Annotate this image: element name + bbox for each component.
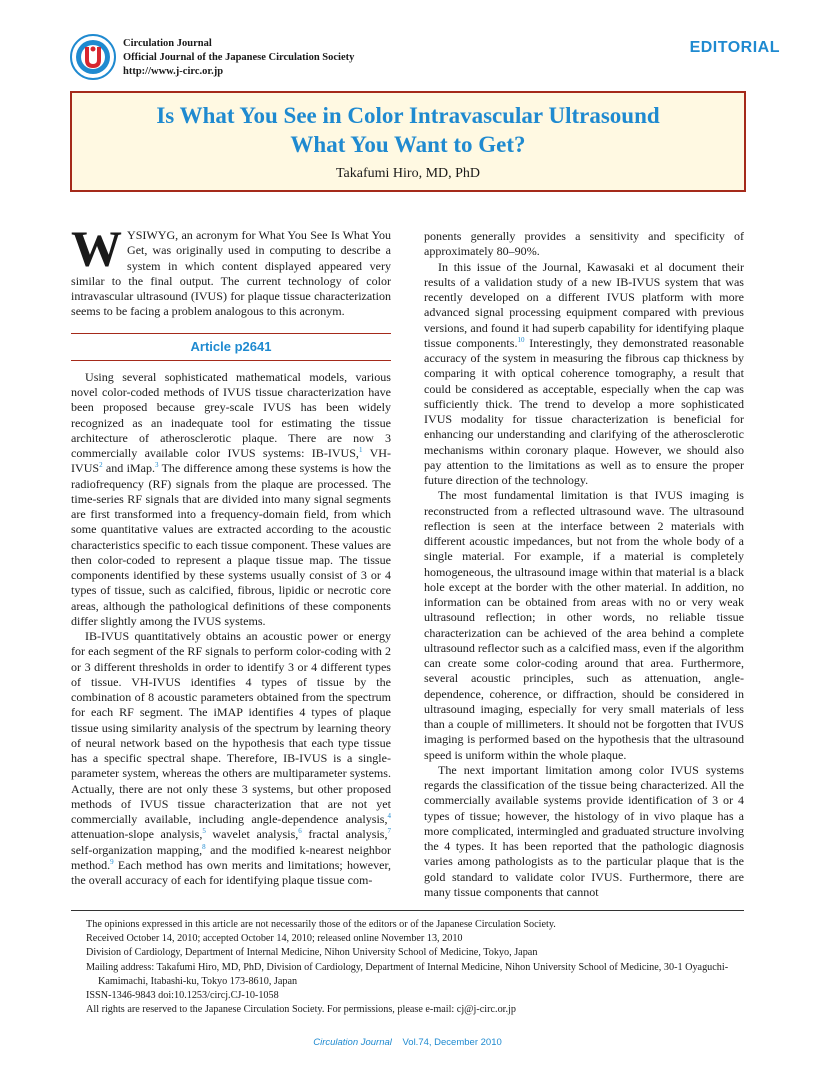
journal-identity [123,37,354,79]
text-run: VH-IVUS [71,446,391,476]
body-paragraph: The next important limitation among color IVUS systems regards the classification of the tissue being characterized. All the commercially available systems provide identification of 3 or 4 types of tissue; however, the histology of in vivo plaque has a more complicated, intermingled and graduated structure involving the 4 types. It has been reported that the pathologic diagnosis varies among pathologists as to the particular plaque that is the gold standard to validate color IVUS. Furthermore, there are many tissue components that cannot [424,762,744,899]
reference-link[interactable]: 2 [99,461,103,470]
body-paragraph: ponents generally provides a sensitivity and specificity of approximately 80–90%. [424,229,744,259]
right-column [424,229,744,900]
body-paragraph [71,629,391,888]
footer-volume: Vol.74, December 2010 [402,1037,502,1048]
drop-cap: W [71,222,122,278]
title-box [70,91,746,192]
footer-journal-name: Circulation Journal [313,1037,392,1048]
journal-url[interactable]: http://www.j-circ.or.jp [123,66,224,77]
reference-link[interactable]: 6 [298,827,302,836]
article-title [72,101,744,159]
text-run: The difference among these systems is how the radiofrequency (RF) signals from the plaque are processed. The time-series RF signals that are divided into many signal segments are first transformed into a frequency-domain field, from which some quantitative values are extracted according to the acoustic characteristics specific to each tissue component. These values are then color-coded to represent a plaque tissue map. The tissue components identified by these systems usually consist of 3 or 4 types of tissue, such as calcified, fibrous, lipidic or necrotic core areas, although the pathological definitions of these components differ slightly among the IVUS systems. [71,461,391,628]
footnote-affiliation: Division of Cardiology, Department of Internal Medicine, Nihon University School of Medicine, Tokyo, Japan [86,947,538,959]
footnote-dates: Received October 14, 2010; accepted October 14, 2010; released online November 13, 2010 [86,933,463,945]
running-footer [0,1037,815,1048]
text-run: Using several sophisticated mathematical models, various novel color-coded methods of IVUS tissue characterization have been proposed because grey-scale IVUS has been widely recognized as an inadequate tool for estimating the tissue architecture of atherosclerotic plaque. There are now 3 commercially available color IVUS systems: IB-IVUS, [71,369,391,460]
text-run: Interestingly, they demonstrated reasonable accuracy of the system in measuring the fibrous cap thickness by comparing it with optical coherence tomography, a result that could be considered as acceptable, especially when the cap was sufficiently thick. The trend to develop a more sophisticated IVUS modality for tissue characterization is beneficial for enhancing our understanding and clarifying of the atherosclerotic mechanisms within coronary plaque. However, we should also pay attention to the limitations as well as to ensure the proper future direction of the technology. [424,335,744,487]
reference-link[interactable]: 7 [387,827,391,836]
text-run: and the modified k-nearest neighbor method. [71,842,391,872]
reference-link[interactable]: 8 [202,842,206,851]
footnote-mailing-address: Mailing address: Takafumi Hiro, MD, PhD, Division of Cardiology, Department of Internal Medicine, Nihon University School of Medicine, 30-1 Oyaguchi-Kamimachi, Itabashi-ku, Tokyo 173-8610, Japan [86,961,729,987]
text-run: IB-IVUS quantitatively obtains an acoustic power or energy for each segment of the RF signals to perform color-coding with 2 or 3 different thresholds in order to identify 3 or 4 different types of tissue. VH-IVUS identifies 4 types of tissue by the combination of 8 acoustic parameters obtained from the spectrum for each RF segment. The iMAP identifies 4 types of plaque tissue using similarity analysis of the spectrum by learning theory of neural network based on the hypothesis that each type tissue has a specific spectral shape. Therefore, IB-IVUS is a single-parameter system, whereas the others are multiparameter systems. Actually, there are not only these 3 systems, but other proposed methods of IVUS tissue characterization that are not yet commercially available, including angle-dependence analysis, [71,629,391,826]
journal-header [70,34,780,82]
intro-paragraph [71,222,391,320]
text-run: self-organization mapping, [71,842,203,857]
related-article-link[interactable]: Article p2641 [71,333,391,361]
text-run: fractal analysis, [301,827,388,842]
intro-text: YSIWYG, an acronym for What You See Is What You Get, was originally used in computing to describe a system in which content displayed appeared very similar to the final output. The current technology of color intravascular ultrasound (IVUS) for plaque tissue characterization seems to be facing a problem analogous to this acronym. [71,228,391,319]
title-line-2: What You Want to Get? [290,132,526,157]
reference-link[interactable]: 9 [110,857,114,866]
reference-link[interactable]: 1 [358,445,363,454]
journal-name: Circulation Journal [123,38,212,49]
text-run: Each method has own merits and limitations; however, the overall accuracy of each for identifying plaque tissue com- [71,857,391,887]
reference-link[interactable]: 5 [202,827,206,836]
section-label: EDITORIAL [689,39,780,56]
left-column [71,222,391,888]
reference-link[interactable]: 3 [155,461,159,470]
text-run: In this issue of the Journal, Kawasaki et al document their results of a validation study of a new IB-IVUS system that was recently developed on a different IVUS platform with more advanced signal processing equipment compared with previous versions, and found it had superb capability for identifying plaque tissue components. [424,259,744,350]
reference-link[interactable]: 4 [387,811,391,820]
circulation-journal-logo-icon [70,34,116,80]
footnote-rights: All rights are reserved to the Japanese Circulation Society. For permissions, please e-mail: cj@j-circ.or.jp [86,1004,516,1016]
text-run: and iMap. [102,461,156,476]
text-run: attenuation-slope analysis, [71,827,203,842]
author-line: Takafumi Hiro, MD, PhD [335,166,481,181]
body-paragraph [71,370,391,629]
body-paragraph [424,260,744,489]
footnote-divider [71,910,744,911]
body-paragraph: The most fundamental limitation is that IVUS imaging is reconstructed from a reflected ultrasound wave. The ultrasound reflection is seen at the interface between 2 materials with different acoustic impedances, but not from the whole body of a single material. For example, if a material is completely homogeneous, the ultrasound image within that material is a black hole except at the border with the other material. In addition, no information can be obtained from areas with no or very weak ultrasound reflection; in other words, no reliable tissue characterization can be achieved of the area behind a complete ultrasound reflector such as a calcified mass, even if the algorithm can create some color-coding around that area. Furthermore, several acoustic principles, such as attenuation, angle-dependence, coherence, or diffraction, should be considered in ultrasound imaging, especially for very small materials of less than a couple of millimeters. It should not be forgotten that IVUS imaging is performed based on the hypothesis that the ultrasound speed is uniform within the whole plaque. [424,488,744,762]
reference-link[interactable]: 10 [517,335,525,344]
footnote-issn-doi: ISSN-1346-9843 doi:10.1253/circj.CJ-10-1058 [86,990,279,1002]
footnotes [86,918,736,1017]
footnote-disclaimer: The opinions expressed in this article are not necessarily those of the editors or of the Japanese Circulation Society. [86,919,556,930]
title-line-1: Is What You See in Color Intravascular Ultrasound [156,103,660,128]
journal-subtitle: Official Journal of the Japanese Circulation Society [123,52,355,63]
text-run: wavelet analysis, [205,827,299,842]
